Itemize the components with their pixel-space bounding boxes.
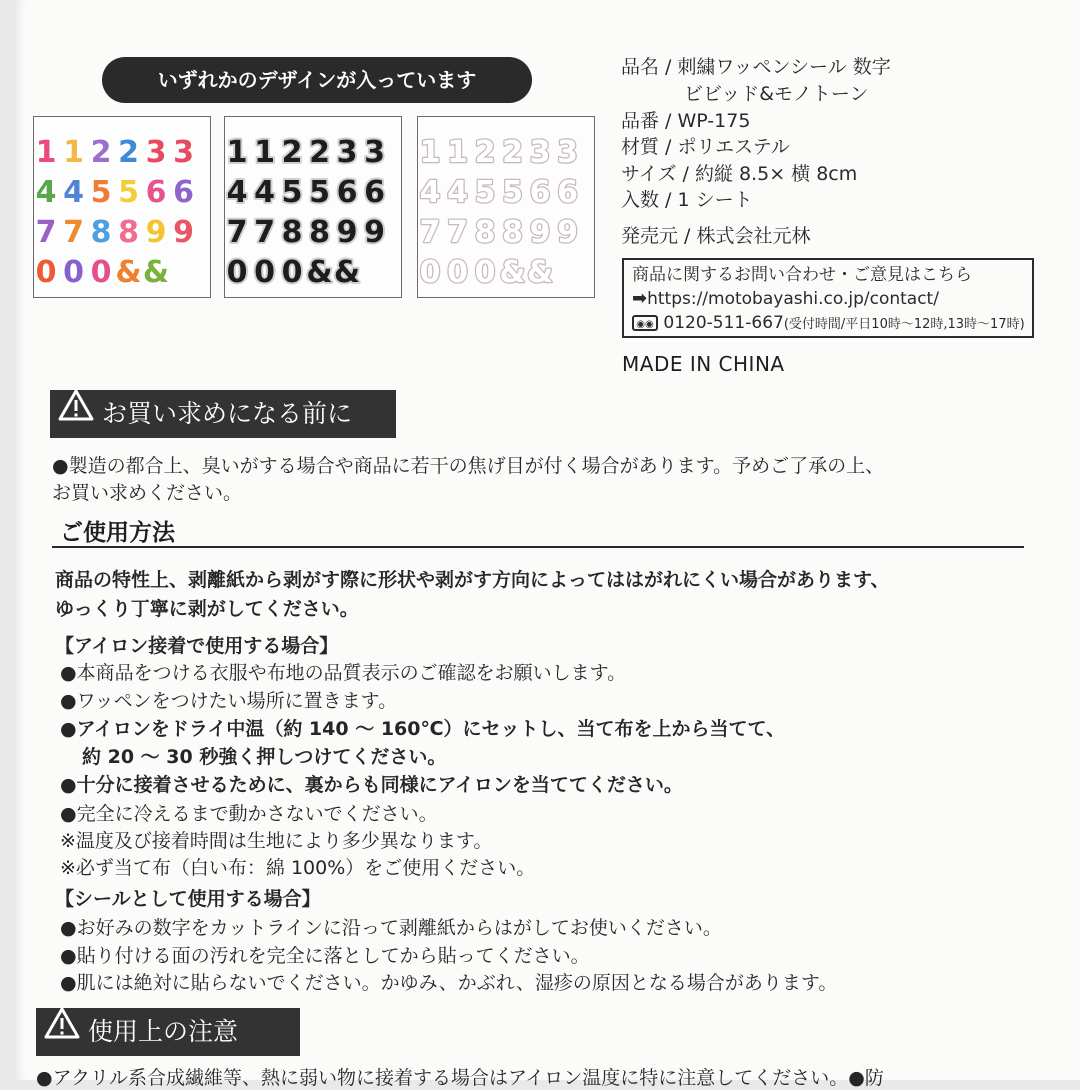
sticker-glyph: 0	[419, 255, 441, 290]
sticker-glyph: 7	[419, 215, 441, 250]
sticker-glyph: 0	[447, 255, 468, 290]
cautions-header	[36, 1008, 300, 1056]
sticker-glyph: 4	[254, 175, 275, 210]
sticker-glyph: 9	[145, 215, 167, 250]
sticker-glyph: 2	[502, 135, 523, 170]
sticker-glyph: 4	[447, 175, 468, 210]
sticker-glyph: 9	[173, 215, 194, 250]
product-material: 材質 / ポリエステル	[621, 136, 790, 158]
cautions-title: 使用上の注意	[88, 1017, 239, 1046]
sticker-glyph: 5	[118, 175, 139, 210]
product-name: 品名 / 刺繍ワッペンシール 数字	[621, 56, 891, 78]
sticker-glyph: 6	[557, 175, 578, 210]
sticker-glyph: 5	[474, 175, 496, 210]
sticker-glyph: 0	[35, 255, 57, 290]
before-purchase-line-2: お買い求めください。	[52, 482, 243, 504]
usage-intro-1: 商品の特性上、剥離紙から剥がす際に形状や剥がす方向によってははがれにくい場合があります、	[55, 569, 890, 591]
sticker-glyph: 1	[63, 135, 84, 170]
product-name-variant: ビビッド&モノトーン	[684, 83, 869, 105]
sticker-glyph: 4	[226, 175, 248, 210]
sticker-glyph: 7	[226, 215, 248, 250]
sticker-glyph: 3	[557, 135, 578, 170]
design-variant-banner: いずれかのデザインが入っています	[102, 57, 532, 103]
sticker-glyph: 6	[336, 175, 358, 210]
sticker-glyph: 2	[474, 135, 496, 170]
sticker-glyph: 2	[90, 135, 112, 170]
sticker-glyph: 8	[502, 215, 523, 250]
before-purchase-header	[50, 390, 396, 438]
sticker-glyph: 2	[309, 135, 330, 170]
sticker-glyph: 1	[35, 135, 57, 170]
sticker-glyph: &	[142, 255, 170, 290]
contact-phone: 0120-511-667	[663, 313, 784, 333]
sticker-glyph: 6	[364, 175, 385, 210]
sticker-glyph: 6	[173, 175, 194, 210]
iron-step-5: ● 完全に冷えるまで動かさないでください。	[60, 799, 438, 826]
contact-url-row	[632, 287, 1024, 311]
sticker-sheet-vivid	[33, 116, 211, 298]
product-number: 品番 / WP-175	[621, 110, 751, 132]
sticker-glyph: 5	[90, 175, 112, 210]
sticker-glyph: 5	[281, 175, 303, 210]
iron-note-2: ※必ず当て布（白い布：綿 100%）をご使用ください。	[60, 857, 536, 879]
sticker-glyph: 0	[281, 255, 303, 290]
sticker-glyph: 0	[254, 255, 275, 290]
usage-title: ご使用方法	[60, 520, 175, 546]
iron-heading: 【アイロン接着で使用する場合】	[55, 635, 339, 657]
before-purchase-title: お買い求めになる前に	[102, 399, 353, 428]
sticker-glyph: &	[115, 255, 142, 290]
product-seller: 発売元 / 株式会社元林	[621, 225, 811, 247]
sticker-glyph: 9	[364, 215, 385, 250]
sticker-glyph: 0	[90, 255, 112, 290]
white-number-stickers	[418, 117, 594, 297]
iron-step-3: ● アイロンをドライ中温（約 140 ～ 160℃）にセットし、当て布を上から当てて、	[60, 714, 785, 741]
contact-url-link[interactable]: https://motobayashi.co.jp/contact/	[647, 289, 939, 309]
sticker-sheet-white	[417, 116, 595, 298]
sticker-glyph: 2	[118, 135, 139, 170]
product-quantity: 入数 / 1 シート	[621, 189, 753, 211]
sticker-glyph: 7	[447, 215, 468, 250]
sticker-glyph: 4	[63, 175, 84, 210]
sticker-glyph: 8	[90, 215, 112, 250]
made-in-label: MADE IN CHINA	[622, 352, 785, 376]
before-purchase-line-1: ● 製造の都合上、臭いがする場合や商品に若干の焦げ目が付く場合があります。予めご了承の上、	[52, 451, 884, 478]
contact-heading: 商品に関するお問い合わせ・ご意見はこちら	[632, 265, 972, 285]
sticker-step-1: ● お好みの数字をカットラインに沿って剥離紙からはがしてお使いください。	[60, 913, 722, 940]
sticker-glyph: &	[499, 255, 526, 290]
warning-icon	[58, 389, 94, 437]
sticker-glyph: &	[333, 255, 361, 290]
sticker-glyph: 1	[447, 135, 468, 170]
sticker-glyph: 8	[474, 215, 496, 250]
sticker-step-3: ● 肌には絶対に貼らないでください。かゆみ、かぶれ、湿疹の原因となる場合があります。	[60, 968, 837, 995]
sticker-glyph: 9	[529, 215, 551, 250]
contact-box	[622, 258, 1034, 338]
iron-step-1: ● 本商品をつける衣服や布地の品質表示のご確認をお願いします。	[60, 658, 626, 685]
sticker-glyph: 0	[226, 255, 248, 290]
sticker-glyph: 0	[63, 255, 84, 290]
sticker-glyph: &	[306, 255, 333, 290]
sticker-glyph: 5	[502, 175, 523, 210]
sticker-glyph: 3	[173, 135, 194, 170]
sticker-glyph: 8	[281, 215, 303, 250]
sticker-glyph: 0	[474, 255, 496, 290]
sticker-glyph: 3	[336, 135, 358, 170]
sticker-glyph: 2	[281, 135, 303, 170]
iron-step-2: ● ワッペンをつけたい場所に置きます。	[60, 686, 397, 713]
warning-icon	[44, 1007, 80, 1055]
sticker-glyph: 8	[309, 215, 330, 250]
black-number-stickers	[225, 117, 401, 297]
sticker-glyph: 6	[145, 175, 167, 210]
sticker-glyph: 3	[364, 135, 385, 170]
usage-divider	[52, 546, 1024, 548]
sticker-glyph: 1	[419, 135, 441, 170]
sticker-glyph: 7	[254, 215, 275, 250]
sticker-glyph: 1	[254, 135, 275, 170]
sticker-glyph: 9	[557, 215, 578, 250]
sticker-glyph: 1	[226, 135, 248, 170]
contact-hours: (受付時間/平日10時～12時,13時～17時)	[783, 317, 1025, 332]
iron-note-1: ※温度及び接着時間は生地により多少異なります。	[60, 830, 493, 852]
sticker-glyph: 3	[529, 135, 551, 170]
contact-phone-row	[632, 311, 1024, 337]
sticker-glyph: 6	[529, 175, 551, 210]
sticker-step-2: ● 貼り付ける面の汚れを完全に落としてから貼ってください。	[60, 941, 590, 968]
sticker-glyph: 8	[118, 215, 139, 250]
sticker-glyph: 7	[35, 215, 57, 250]
product-size: サイズ / 約縦 8.5× 横 8cm	[621, 163, 858, 185]
free-dial-icon: ◉◉	[632, 315, 658, 331]
usage-intro-2: ゆっくり丁寧に剥がしてください。	[55, 598, 359, 620]
sticker-sheet-black	[224, 116, 402, 298]
iron-step-3-cont: 約 20 ～ 30 秒強く押しつけてください。	[82, 746, 447, 768]
sticker-glyph: 7	[63, 215, 84, 250]
sticker-heading: 【シールとして使用する場合】	[55, 888, 321, 910]
sticker-glyph: 4	[35, 175, 57, 210]
sticker-glyph: 9	[336, 215, 358, 250]
sticker-glyph: 3	[145, 135, 167, 170]
vivid-number-stickers	[34, 117, 210, 297]
cautions-line-partial: ●アクリル系合成繊維等、熱に弱い物に接着する場合はアイロン温度に特に注意してください。●防	[36, 1067, 884, 1089]
iron-step-4: ● 十分に接着させるために、裏からも同様にアイロンを当ててください。	[60, 770, 683, 797]
sticker-glyph: &	[526, 255, 554, 290]
sticker-glyph: 4	[419, 175, 441, 210]
arrow-right-icon: ➡	[632, 288, 648, 309]
sticker-glyph: 5	[309, 175, 330, 210]
